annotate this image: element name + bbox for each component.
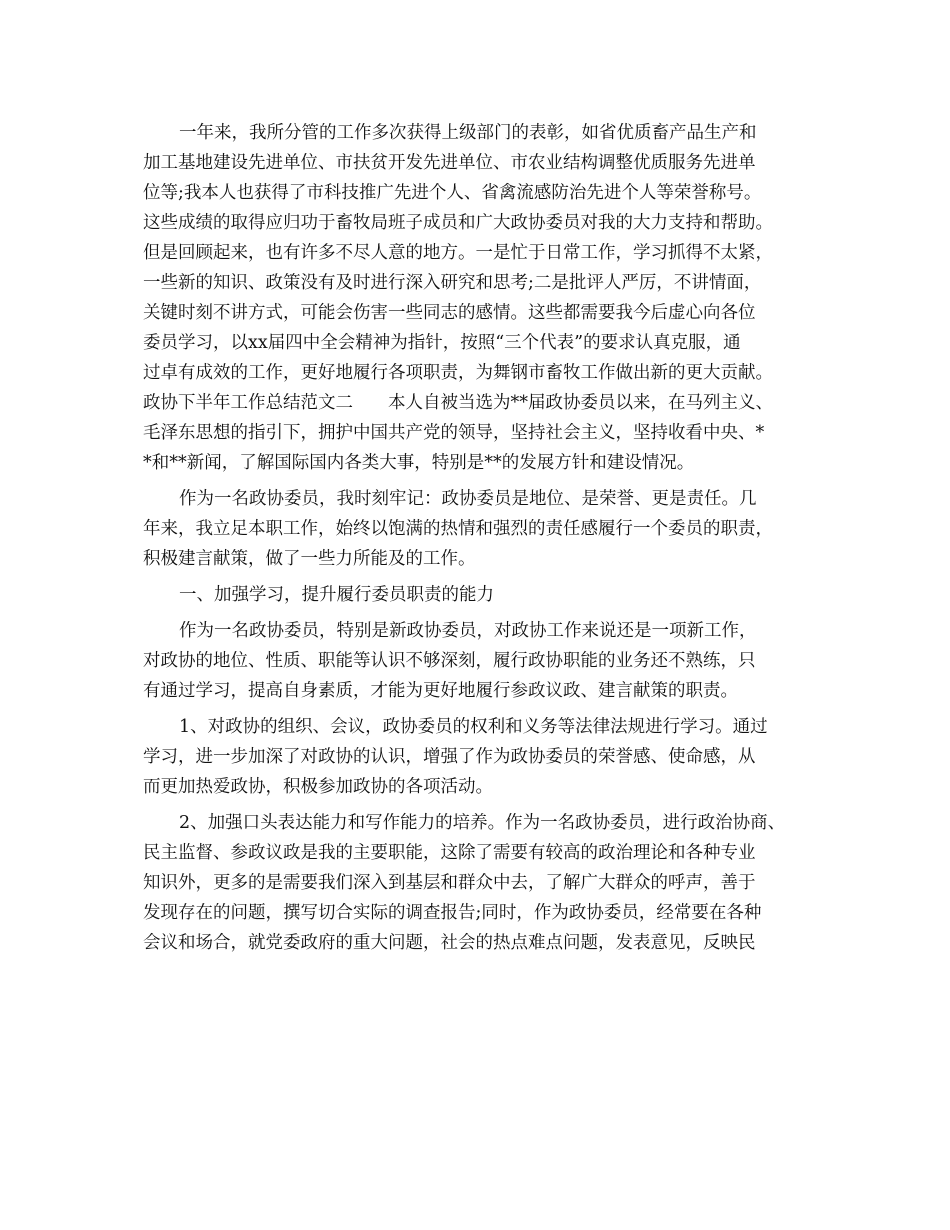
text-line: 一、加强学习，提升履行委员职责的能力 <box>179 585 494 605</box>
paragraph-4 <box>143 712 823 802</box>
text-line: 年来，我立足本职工作，始终以饱满的热情和强烈的责任感履行一个委员的职责， <box>143 519 773 539</box>
document-body <box>143 118 823 958</box>
text-line: 一些新的知识、政策没有及时进行深入研究和思考;二是批评人严厉，不讲情面， <box>143 273 762 293</box>
text-line: *和**新闻，了解国际国内各类大事，特别是**的发展方针和建设情况。 <box>143 453 695 473</box>
text-line: 委员学习，以xx届四中全会精神为指针，按照“三个代表”的要求认真克服，通 <box>143 333 741 353</box>
text-line: 2、加强口头表达能力和写作能力的培养。作为一名政协委员，进行政治协商、 <box>179 813 786 833</box>
text-line: 1、对政协的组织、会议，政协委员的权利和义务等法律法规进行学习。通过 <box>179 717 768 737</box>
text-line: 会议和场合，就党委政府的重大问题，社会的热点难点问题，发表意见，反映民 <box>143 933 756 953</box>
text-line: 但是回顾起来，也有许多不尽人意的地方。一是忙于日常工作，学习抓得不太紧， <box>143 243 773 263</box>
text-line: 民主监督、参政议政是我的主要职能，这除了需要有较高的政治理论和各种专业 <box>143 843 756 863</box>
text-line: 作为一名政协委员，特别是新政协委员，对政协工作来说还是一项新工作， <box>179 621 757 641</box>
section-heading <box>143 580 823 610</box>
text-line: 而更加热爱政协，积极参加政协的各项活动。 <box>143 777 493 797</box>
text-line: 关键时刻不讲方式，可能会伤害一些同志的感情。这些都需要我今后虚心向各位 <box>143 303 756 323</box>
text-line: 有通过学习，提高自身素质，才能为更好地履行参政议政、建言献策的职责。 <box>143 681 738 701</box>
text-line: 这些成绩的取得应归功于畜牧局班子成员和广大政协委员对我的大力支持和帮助。 <box>143 213 773 233</box>
text-line: 对政协的地位、性质、职能等认识不够深刻，履行政协职能的业务还不熟练，只 <box>143 651 756 671</box>
text-line: 学习，进一步加深了对政协的认识，增强了作为政协委员的荣誉感、使命感，从 <box>143 747 756 767</box>
text-line: 过卓有成效的工作，更好地履行各项职责，为舞钢市畜牧工作做出新的更大贡献。 <box>143 363 773 383</box>
text-line: 发现存在的问题，撰写切合实际的调查报告;同时，作为政协委员，经常要在各种 <box>143 903 762 923</box>
text-line: 毛泽东思想的指引下，拥护中国共产党的领导，坚持社会主义，坚持收看中央、* <box>143 423 765 443</box>
text-line: 作为一名政协委员，我时刻牢记：政协委员是地位、是荣誉、更是责任。几 <box>179 489 757 509</box>
paragraph-1 <box>143 118 823 478</box>
paragraph-2 <box>143 484 823 574</box>
text-line: 一年来，我所分管的工作多次获得上级部门的表彰，如省优质畜产品生产和 <box>179 123 757 143</box>
text-line: 积极建言献策，做了一些力所能及的工作。 <box>143 549 476 569</box>
paragraph-3 <box>143 616 823 706</box>
text-line: 政协下半年工作总结范文二 本人自被当选为**届政协委员以来，在马列主义、 <box>143 393 773 413</box>
paragraph-5 <box>143 808 823 958</box>
text-line: 知识外，更多的是需要我们深入到基层和群众中去，了解广大群众的呼声，善于 <box>143 873 756 893</box>
text-line: 位等;我本人也获得了市科技推广先进个人、省禽流感防治先进个人等荣誉称号。 <box>143 183 762 203</box>
text-line: 加工基地建设先进单位、市扶贫开发先进单位、市农业结构调整优质服务先进单 <box>143 153 756 173</box>
